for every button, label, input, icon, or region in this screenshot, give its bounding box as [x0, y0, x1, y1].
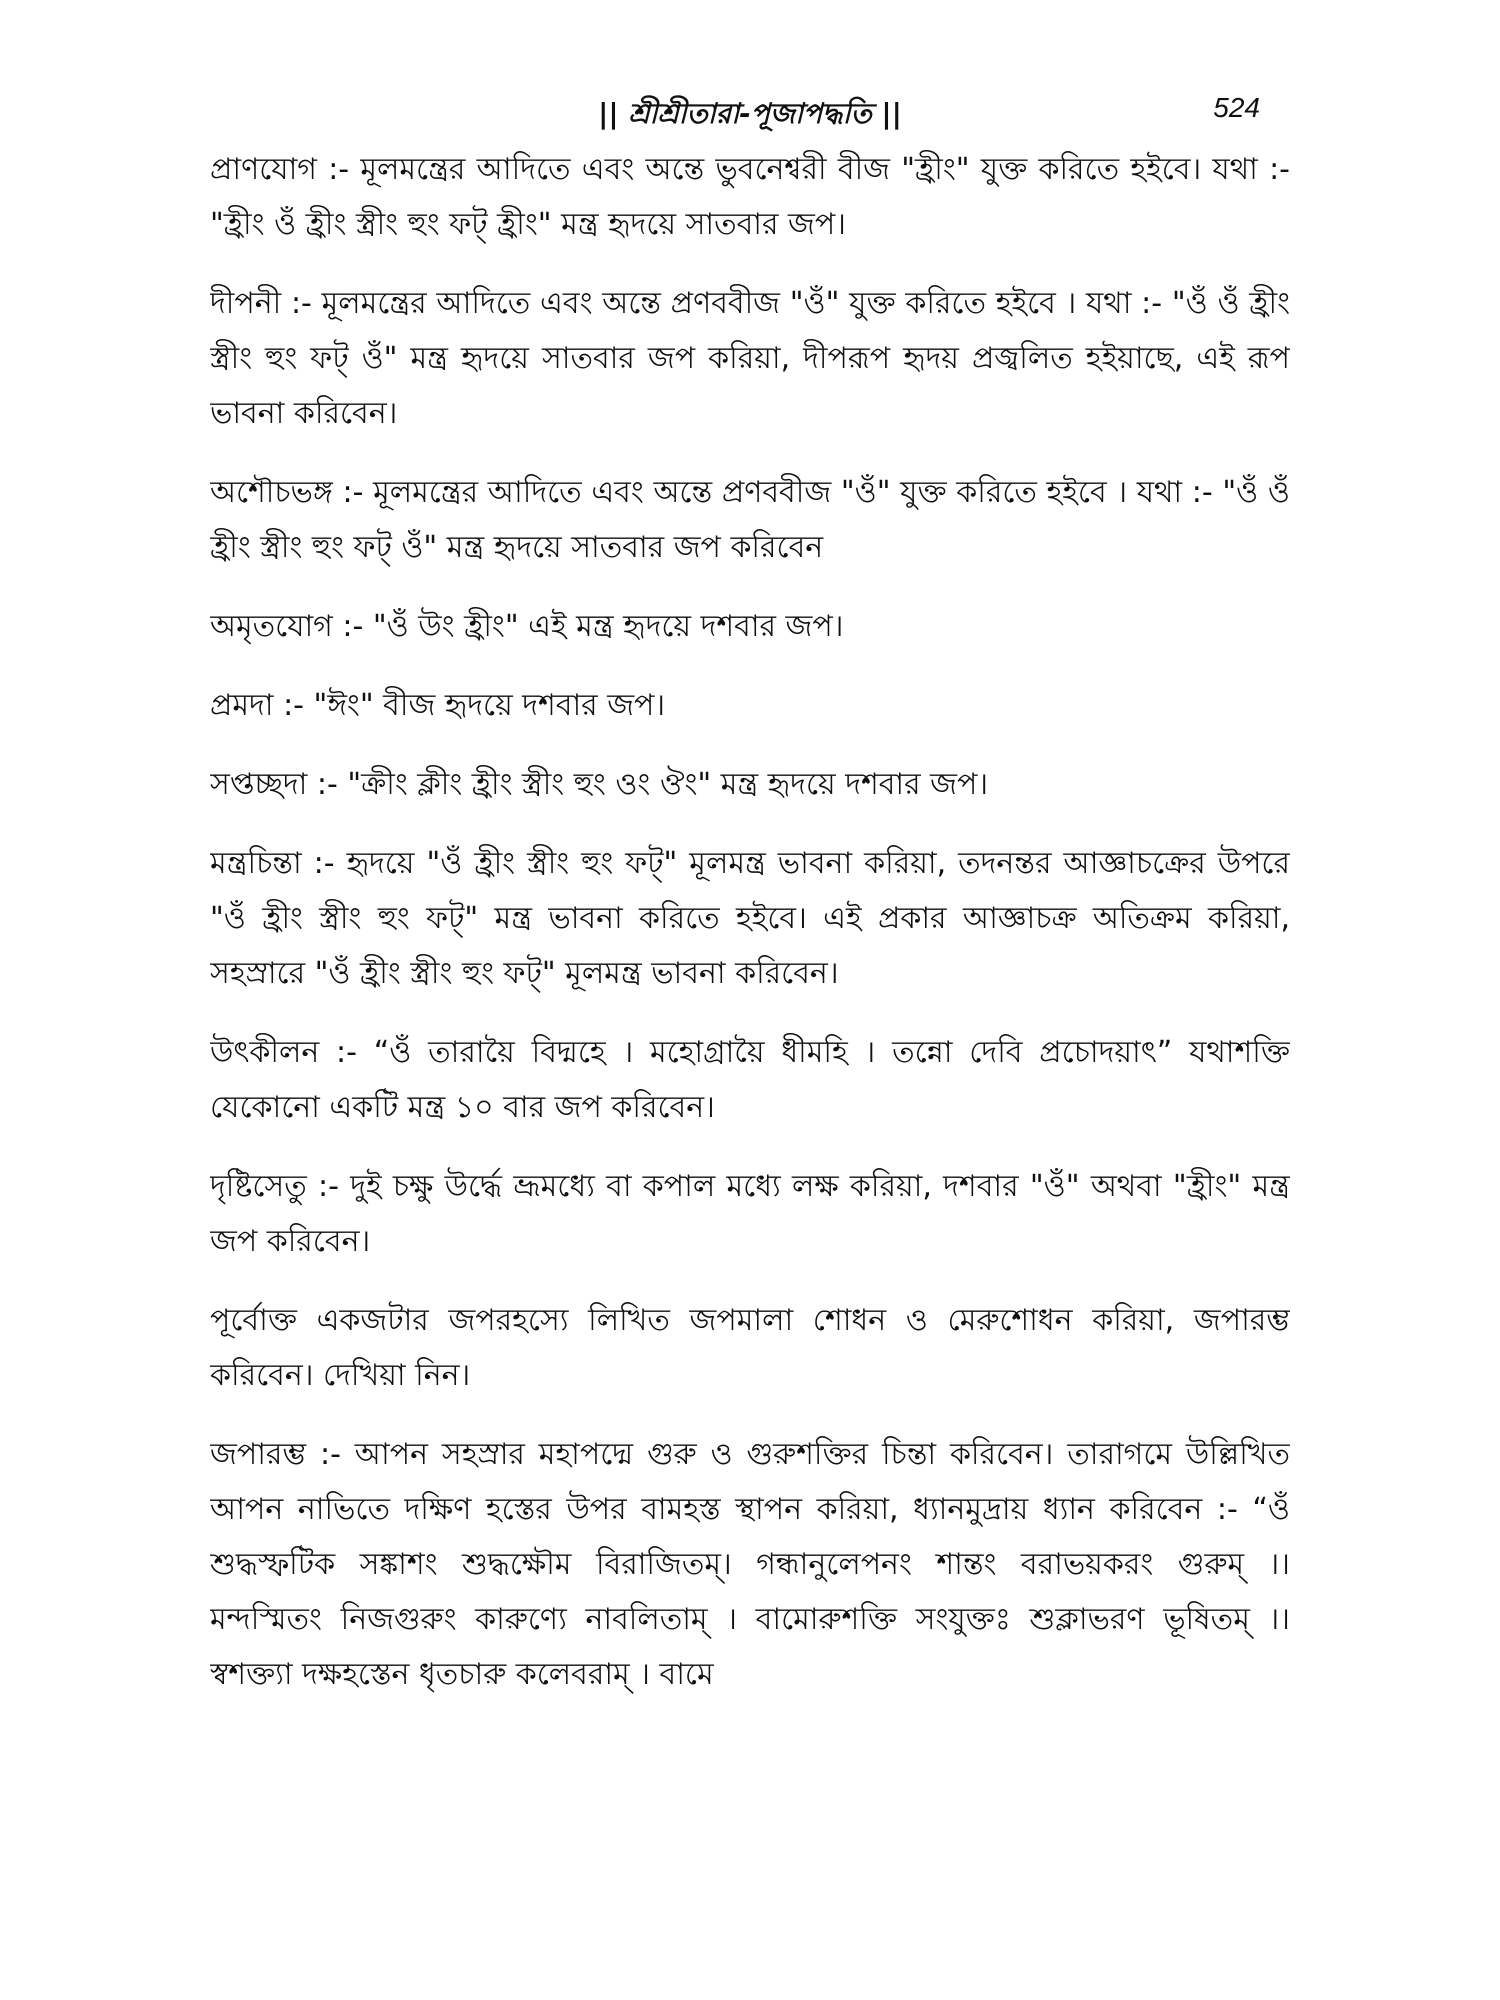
paragraph-text: :- মূলমন্ত্রের আদিতে এবং অন্তে প্রণববীজ "ওঁ" যুক্ত করিতে হইবে । যথা :- "ওঁ ওঁ হ্রীং স্ত্রীং হুং ফট্ ওঁ" মন্ত্র হৃদয়ে সাতবার জপ করিবেন — [210, 475, 1290, 565]
paragraph-text: :- মূলমন্ত্রের আদিতে এবং অন্তে প্রণববীজ "ওঁ" যুক্ত করিতে হইবে । যথা :- "ওঁ ওঁ হ্রীং স্ত্রীং হুং ফট্ ওঁ" মন্ত্র হৃদয়ে সাতবার জপ করিয়া, দীপরূপ হৃদয় প্রজ্বলিত হইয়াছে, এই রূপ ভাবনা করিবেন। — [210, 286, 1290, 431]
paragraph-amritayog — [210, 599, 1290, 654]
running-title: || শ্রীশ্রীতারা-পূজাপদ্ধতি || — [598, 97, 902, 130]
paragraph-label: দৃষ্টিসেতু — [210, 1169, 307, 1204]
page-number: 524 — [1213, 92, 1260, 123]
paragraph-text: :- আপন সহস্রার মহাপদ্মে গুরু ও গুরুশক্তির চিন্তা করিবেন। তারাগমে উল্লিখিত আপন নাভিতে দক্ষিণ হস্তের উপর বামহস্ত স্থাপন করিয়া, ধ্যানমুদ্রায় ধ্যান করিবেন :- “ওঁ শুদ্ধস্ফটিক সঙ্কাশং শুদ্ধক্ষৌম বিরাজিতম্। গন্ধানুলেপনং শান্তং বরাভয়করং গুরুম্ ।। মন্দস্মিতং নিজগুরুং কারুণ্যে নাবলিতাম্ । বামোরুশক্তি সংযুক্তঃ শুক্লাভরণ ভূষিতম্ ।। স্বশক্ত্যা দক্ষহস্তেন ধৃতচারু কলেবরাম্ । বামে — [210, 1437, 1290, 1692]
paragraph-label: অমৃতযোগ — [210, 609, 333, 644]
paragraph-text: :- হৃদয়ে "ওঁ হ্রীং স্ত্রীং হুং ফট্" মূলমন্ত্র ভাবনা করিয়া, তদনন্তর আজ্ঞাচক্রের উপরে "ওঁ হ্রীং স্ত্রীং হুং ফট্" মন্ত্র ভাবনা করিতে হইবে। এই প্রকার আজ্ঞাচক্র অতিক্রম করিয়া, সহস্রারে "ওঁ হ্রীং স্ত্রীং হুং ফট্" মূলমন্ত্র ভাবনা করিবেন। — [210, 846, 1290, 991]
paragraph-drishtisetu — [210, 1159, 1290, 1269]
paragraph-label: দীপনী — [210, 286, 282, 321]
paragraph-label: জপারম্ভ — [210, 1437, 307, 1472]
paragraph-text: :- “ওঁ তারায়ৈ বিদ্মহে । মহোগ্রায়ৈ ধীমহি । তন্নো দেবি প্রচোদয়াৎ” যথাশক্তি যেকোনো একটি মন্ত্র ১০ বার জপ করিবেন। — [210, 1035, 1290, 1125]
paragraph-label: সপ্তচ্ছদা — [210, 767, 308, 802]
paragraph-label: প্রমদা — [210, 688, 274, 723]
page-header — [210, 80, 1290, 142]
paragraph-japarambha — [210, 1427, 1290, 1702]
paragraph-text: :- মূলমন্ত্রের আদিতে এবং অন্তে ভুবনেশ্বরী বীজ "হ্রীং" যুক্ত করিতে হইবে। যথা :- "হ্রীং ওঁ হ্রীং স্ত্রীং হুং ফট্ হ্রীং" মন্ত্র হৃদয়ে সাতবার জপ। — [210, 152, 1290, 242]
paragraph-saptachhada — [210, 757, 1290, 812]
paragraph-text: :- দুই চক্ষু উর্দ্ধে ভ্রূমধ্যে বা কপাল মধ্যে লক্ষ করিয়া, দশবার "ওঁ" অথবা "হ্রীং" মন্ত্র জপ করিবেন। — [210, 1169, 1290, 1259]
paragraph-pranayog — [210, 142, 1290, 252]
paragraph-mantrachinta — [210, 836, 1290, 1001]
book-page — [210, 80, 1290, 1970]
paragraph-text: পূর্বোক্ত একজটার জপরহস্যে লিখিত জপমালা শোধন ও মেরুশোধন করিয়া, জপারম্ভ করিবেন। দেখিয়া নিন। — [210, 1303, 1290, 1393]
paragraph-utkilan — [210, 1025, 1290, 1135]
paragraph-text: :- "ওঁ উং হ্রীং" এই মন্ত্র হৃদয়ে দশবার জপ। — [342, 609, 844, 644]
paragraph-pramada — [210, 678, 1290, 733]
paragraph-label: প্রাণযোগ — [210, 152, 317, 187]
paragraph-ashouchbhanga — [210, 465, 1290, 575]
paragraph-label: অশৌচভঙ্গ — [210, 475, 333, 510]
paragraph-text: :- "ক্রীং ক্লীং হ্রীং স্ত্রীং হুং ওং ঔং" মন্ত্র হৃদয়ে দশবার জপ। — [316, 767, 989, 802]
paragraph-label: উৎকীলন — [210, 1035, 320, 1070]
paragraph-text: :- "ঈং" বীজ হৃদয়ে দশবার জপ। — [283, 688, 666, 723]
paragraph-purbokta — [210, 1293, 1290, 1403]
paragraph-dipani — [210, 276, 1290, 441]
paragraph-label: মন্ত্রচিন্তা — [210, 846, 302, 881]
